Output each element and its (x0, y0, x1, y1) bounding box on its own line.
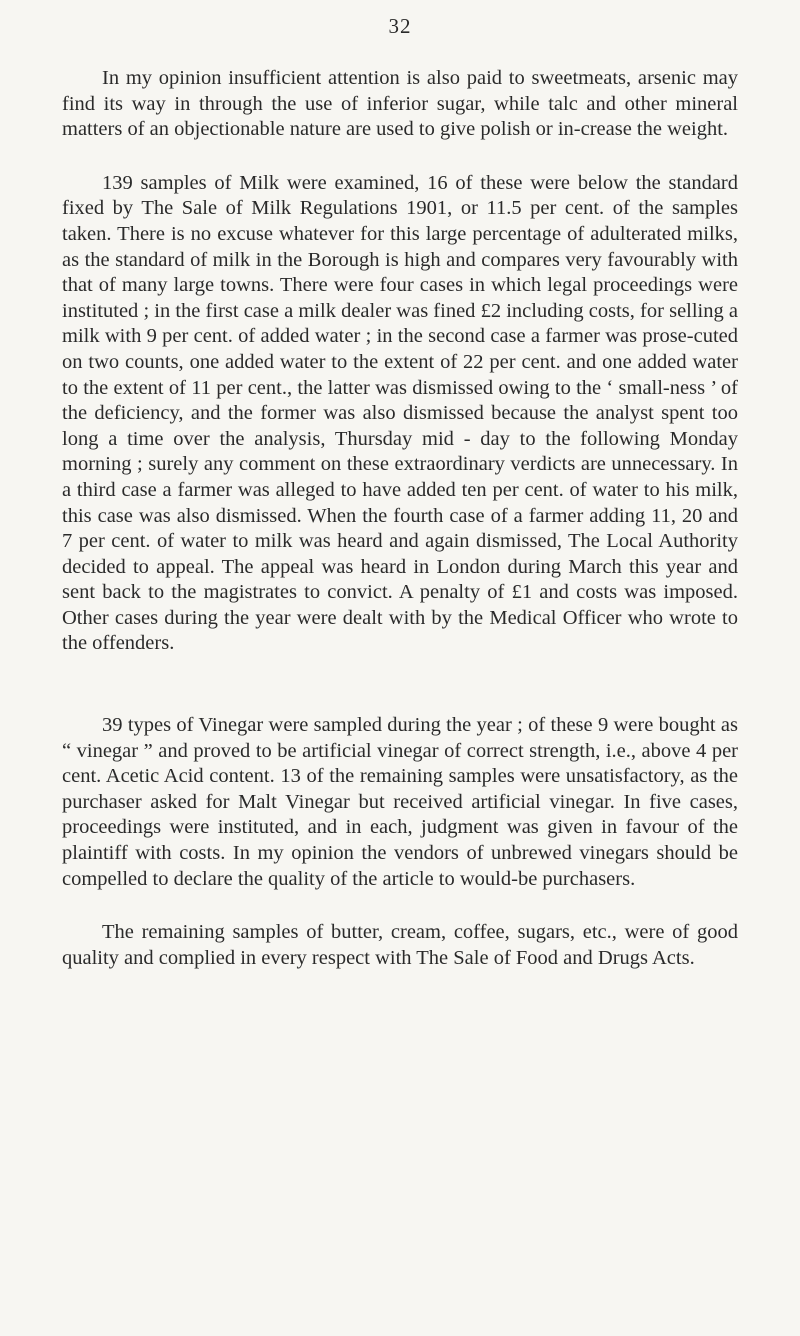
paragraph-vinegar: 39 types of Vinegar were sampled during the year ; of these 9 were bought as “ vinegar ” and proved to be artificial vinegar of correct strength, i.e., above 4 per cent. Acetic Acid content. 13 of the remaining samples were unsatisfactory, as the purchaser asked for Malt Vinegar but received artificial vinegar. In five cases, proceedings were instituted, and in each, judgment was given in favour of the plaintiff with costs. In my opinion the vendors of unbrewed vinegars should be compelled to declare the quality of the article to would-be purchasers. (62, 714, 738, 890)
paragraph-sweetmeats: In my opinion insufficient attention is also paid to sweetmeats, arsenic may find its way in through the use of inferior sugar, while talc and other mineral matters of an objectionable nature are used to give polish or in-crease the weight. (62, 67, 738, 141)
body-text (62, 66, 738, 971)
paragraph-milk: 139 samples of Milk were examined, 16 of these were below the standard fixed by The Sale of Milk Regulations 1901, or 11.5 per cent. of the samples taken. There is no excuse whatever for this large percentage of adulterated milks, as the standard of milk in the Borough is high and compares very favourably with that of many large towns. There were four cases in which legal proceedings were instituted ; in the first case a milk dealer was fined £2 including costs, for selling a milk with 9 per cent. of added water ; in the second case a farmer was prose-cuted on two counts, one added water to the extent of 22 per cent. and one added water to the extent of 11 per cent., the latter was dismissed owing to the ‘ small-ness ’ of the deficiency, and the former was also dismissed because the analyst spent too long a time over the analysis, Thursday mid - day to the following Monday morning ; surely any comment on these extraordinary verdicts are unnecessary. In a third case a farmer was alleged to have added ten per cent. of water to his milk, this case was also dismissed. When the fourth case of a farmer adding 11, 20 and 7 per cent. of water to milk was heard and again dismissed, The Local Authority decided to appeal. The appeal was heard in London during March this year and sent back to the magistrates to convict. A penalty of £1 and costs was imposed. Other cases during the year were dealt with by the Medical Officer who wrote to the offenders. (62, 171, 738, 655)
paragraph-remaining-samples: The remaining samples of butter, cream, coffee, sugars, etc., were of good quality and complied in every respect with The Sale of Food and Drugs Acts. (62, 921, 738, 969)
page-number: 32 (388, 14, 412, 38)
